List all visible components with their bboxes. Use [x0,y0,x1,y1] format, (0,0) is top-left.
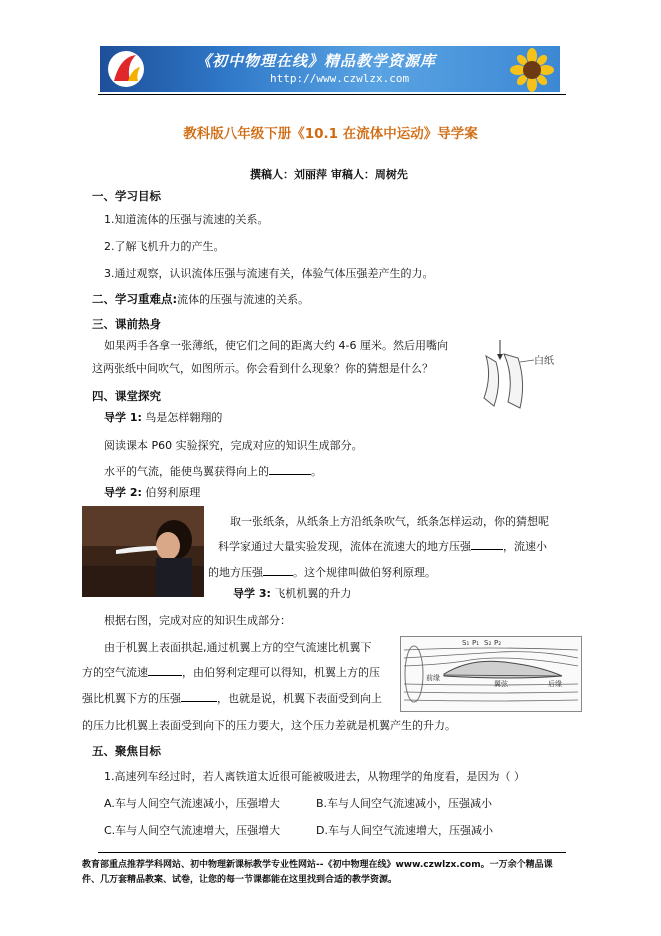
guide3-line3-end: ，也就是说，机翼下表面受到向上 [217,692,382,705]
section2-heading: 二、学习重难点: [92,292,178,306]
option-a[interactable]: A.车与人间空气流速减小，压强增大 [104,797,280,810]
guide2-line2 [218,538,547,554]
header-banner [100,46,560,92]
guide3-title: 飞机机翼的升力 [274,587,352,600]
footer-rule [98,852,566,853]
wing-label-p1: P₁ [472,639,480,647]
goal-item: 2.了解飞机升力的产生。 [104,240,225,253]
guide3-intro: 根据右图，完成对应的知识生成部分： [104,614,291,627]
guide1-line2-text: 水平的气流，能使鸟翼获得向上的 [104,465,269,478]
banner-title: 《初中物理在线》精品教学资源库 [196,52,437,70]
goal-item: 3.通过观察，认识流体压强与流速有关，体验气体压强差产生的力。 [104,267,434,280]
answer-blank[interactable] [148,675,182,676]
guide3-line4: 的压力比机翼上表面受到向下的压力要大，这个压力差就是机翼产生的升力。 [82,719,456,732]
paper-sheets-figure [474,336,566,416]
guide2-label: 导学 2: [104,486,142,499]
banner-url[interactable]: http://www.czwlzx.com [270,72,410,85]
guide3-label: 导学 3: [233,587,271,600]
warmup-line-2: 这两张纸中间吹气，如图所示。你会看到什么现象？你的猜想是什么？ [92,362,433,375]
section5-heading: 五、聚焦目标 [92,744,161,758]
page-title: 教科版八年级下册《10.1 在流体中运动》导学案 [183,126,478,142]
girl-blowing-photo [82,506,204,597]
footer-line-2: 件、几万套精品教案、试卷，让您的每一节课都能在这里找到合适的教学资源。 [82,875,398,885]
guide3-line2-text: 方的空气流速 [82,666,148,679]
option-d[interactable]: D.车与人间空气流速增大，压强减小 [316,824,493,837]
answer-blank[interactable] [269,474,311,475]
footer [82,858,582,888]
guide1-line2-end: 。 [311,465,322,478]
wing-label-p2: P₂ [494,639,502,647]
wing-label-s2: S₂ [484,639,492,647]
guide2-line3-text: 的地方压强 [208,566,263,579]
question-1: 1.高速列车经过时，若人离铁道太近很可能被吸进去，从物理学的角度看，是因为（ ） [104,770,525,783]
guide2-line1: 取一张纸条，从纸条上方沿纸条吹气，纸条怎样运动，你的猜想呢 [230,515,549,528]
guide2-title: 伯努利原理 [145,486,201,499]
wing-label-chord: 翼弦 [494,680,508,688]
section1-heading: 一、学习目标 [92,189,161,203]
guide2 [104,484,200,500]
section3-heading: 三、课前热身 [92,317,161,331]
answer-blank[interactable] [471,549,503,550]
wing-label-rear: 后缘 [548,680,562,688]
sunflower-icon [510,48,554,92]
answer-blank[interactable] [263,575,293,576]
guide1-line2 [104,463,322,479]
site-logo-icon [106,49,146,89]
guide2-line2-text: 科学家通过大量实验发现，流体在流速大的地方压强 [218,540,471,553]
guide1-label: 导学 1: [104,411,142,424]
guide1 [104,409,222,425]
guide2-line2-end: ，流速小 [503,540,547,553]
section2 [92,291,309,307]
option-c[interactable]: C.车与人间空气流速增大，压强增大 [104,824,281,837]
guide3-line3-text: 强比机翼下方的压强 [82,692,181,705]
guide3-line1: 由于机翼上表面拱起,通过机翼上方的空气流速比机翼下 [104,641,372,654]
guide3-line3 [82,690,382,706]
guide2-line3 [208,564,436,580]
warmup-line-1: 如果两手各拿一张薄纸，使它们之间的距离大约 4-6 厘米。然后用嘴向 [104,339,448,352]
wing-label-front: 前缘 [426,674,440,682]
guide1-line1: 阅读课本 P60 实验探究，完成对应的知识生成部分。 [104,439,363,452]
wing-diagram [400,636,582,712]
authors-line: 撰稿人：刘丽萍 审稿人：周树先 [250,168,408,181]
paper-label: 白纸 [534,356,554,367]
answer-blank[interactable] [181,701,217,702]
guide1-title: 鸟是怎样翱翔的 [145,411,223,424]
guide2-line3-end: 。这个规律叫做伯努利原理。 [293,566,436,579]
option-b[interactable]: B.车与人间空气流速减小，压强减小 [316,797,493,810]
guide3-line2 [82,664,380,680]
section2-text: 流体的压强与流速的关系。 [177,293,310,306]
header-rule [98,94,566,95]
guide3 [233,585,351,601]
footer-line-1: 教育部重点推荐学科网站、初中物理新课标教学专业性网站--《初中物理在线》www.czwlzx.com。一万余个精品课 [82,860,553,870]
section4-heading: 四、课堂探究 [92,389,161,403]
guide3-line2-end: ，由伯努利定理可以得知，机翼上方的压 [182,666,380,679]
goal-item: 1.知道流体的压强与流速的关系。 [104,213,269,226]
wing-label-s1: S₁ [462,639,470,647]
